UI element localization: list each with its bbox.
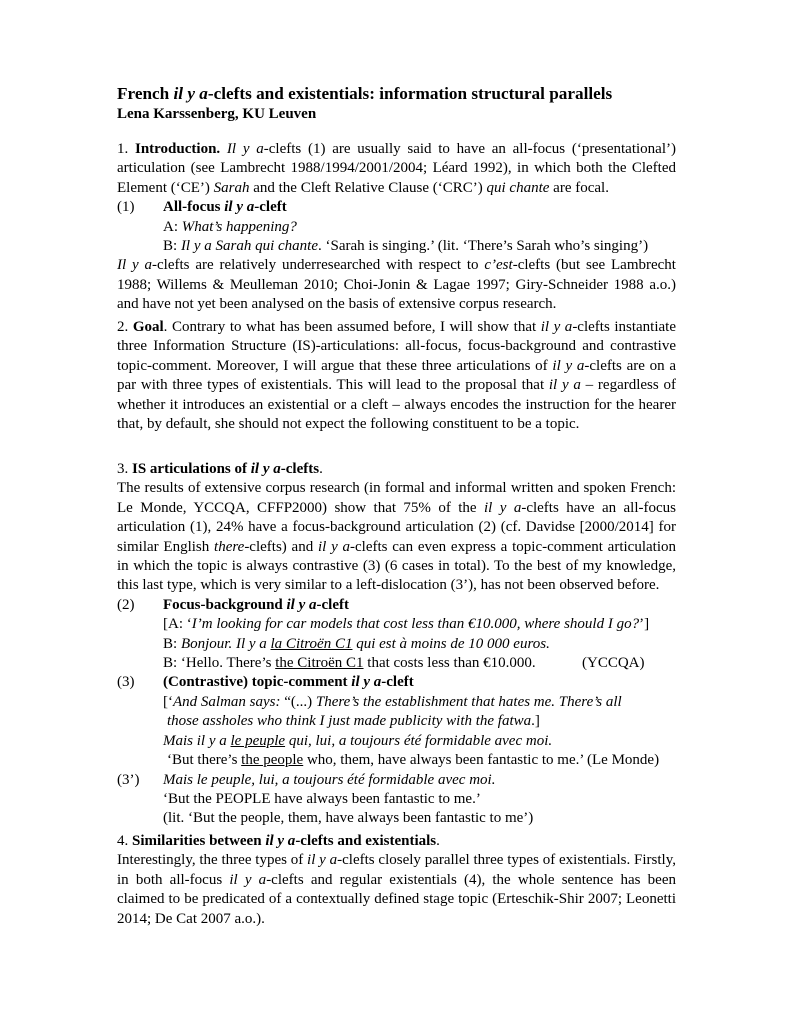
intro-paragraph-2: Il y a-clefts are relatively underresearched with respect to c’est-clefts (but see Lambrecht 1988; Willems & Meulleman 2010; Choi-Jonin & Lagae 1997; Giry-Schneider 1988 a.o.) and have not yet been analysed on the basis of extensive corpus research. xyxy=(117,257,676,313)
section-goal xyxy=(117,318,676,434)
similarities-paragraph: Interestingly, the three types of il y a-clefts closely parallel three types of existentials. Firstly, in both all-focus il y a-clefts and regular existentials (4), the whole sentence has been claimed to be predicated of a contextually defined stage topic (Erteschik-Shir 2007; Leonetti 2014; De Cat 2007 a.o.). xyxy=(117,852,676,927)
section-heading: 3. IS articulations of il y a-clefts. xyxy=(117,461,323,477)
example-3-prime: (3’) Mais le peuple, lui, a toujours été formidable avec moi. ‘But the PEOPLE have always been fantastic to me.’ (lit. ‘But the people, them, have always been fantastic to me’) xyxy=(117,771,534,827)
example-2: (2) Focus-background il y a-cleft [A: ‘I’m looking for car models that cost less than €10.000, where should I go?’] B: Bonjour. Il y a la Citroën C1 qui est à moins de 10 000 euros. B: ‘Hello. There’s the Citroën C1 that costs less than €10.000. (YCCQA) xyxy=(117,596,676,674)
intro-paragraph: 1. Introduction. Il y a-clefts (1) are usually said to have an all-focus (‘presentational’) articulation (see Lambrecht 1988/1994/2001/2004; Léard 1992), in which both the Clefted Element (‘CE’) Sarah and the Cleft Relative Clause (‘CRC’) qui chante are focal. xyxy=(117,141,676,196)
example-3: (3) (Contrastive) topic-comment il y a-cleft [‘And Salman says: “(...) There’s the establishment that hates me. There’s all those assholes who think I just made publicity with the fatwa.] Mais il y a le peuple qui, lui, a toujours été formidable avec moi. ‘But there’s the people who, them, have always been fantastic to me.’ (Le Monde) xyxy=(117,674,660,769)
goal-paragraph: 2. Goal. Contrary to what has been assumed before, I will show that il y a-clefts instantiate three Information Structure (IS)-articulations: all-focus, focus-background and contrastive topic-comment. Moreover, I will argue that these three articulations of il y a-clefts are on a par with three types of existentials. This will lead to the proposal that il y a – regardless of whether it introduces an existential or a cleft – always encodes the instruction for the hearer that, by default, she should not expect the following constituent to be a topic. xyxy=(117,319,676,433)
section-heading: Introduction. xyxy=(135,141,221,157)
example-number: (2) xyxy=(117,596,135,613)
section-heading: 4. Similarities between il y a-clefts and existentials. xyxy=(117,833,440,849)
paper-title: French il y a-clefts and existentials: information structural parallels xyxy=(117,84,613,103)
example-number: (1) xyxy=(117,199,135,216)
section-is-articulations xyxy=(117,460,676,829)
example-number: (3’) xyxy=(117,771,140,788)
section-introduction xyxy=(117,140,676,315)
results-paragraph: The results of extensive corpus research (in formal and informal written and spoken French: Le Monde, YCCQA, CFFP2000) show that 75% of the il y a-clefts have an all-focus articulation (1), 24% have a focus-background articulation (2) (cf. Davidse [2000/2014] for similar English there-clefts) and il y a-clefts can even express a topic-comment articulation in which the topic is always contrastive (3) (6 cases in total). To the best of my knowledge, this last type, which is very similar to a left-dislocation (3’), has not been observed before. xyxy=(117,480,676,594)
section-heading: Goal xyxy=(132,319,164,335)
section-similarities xyxy=(117,832,676,929)
example-1: (1) All-focus il y a-cleft A: What’s happening? B: Il y a Sarah qui chante. ‘Sarah is singing.’ (lit. ‘There’s Sarah who’s singing’) xyxy=(117,199,649,255)
example-number: (3) xyxy=(117,674,135,691)
source-tag: (YCCQA) xyxy=(582,655,645,672)
author-line: Lena Karssenberg, KU Leuven xyxy=(117,106,317,122)
